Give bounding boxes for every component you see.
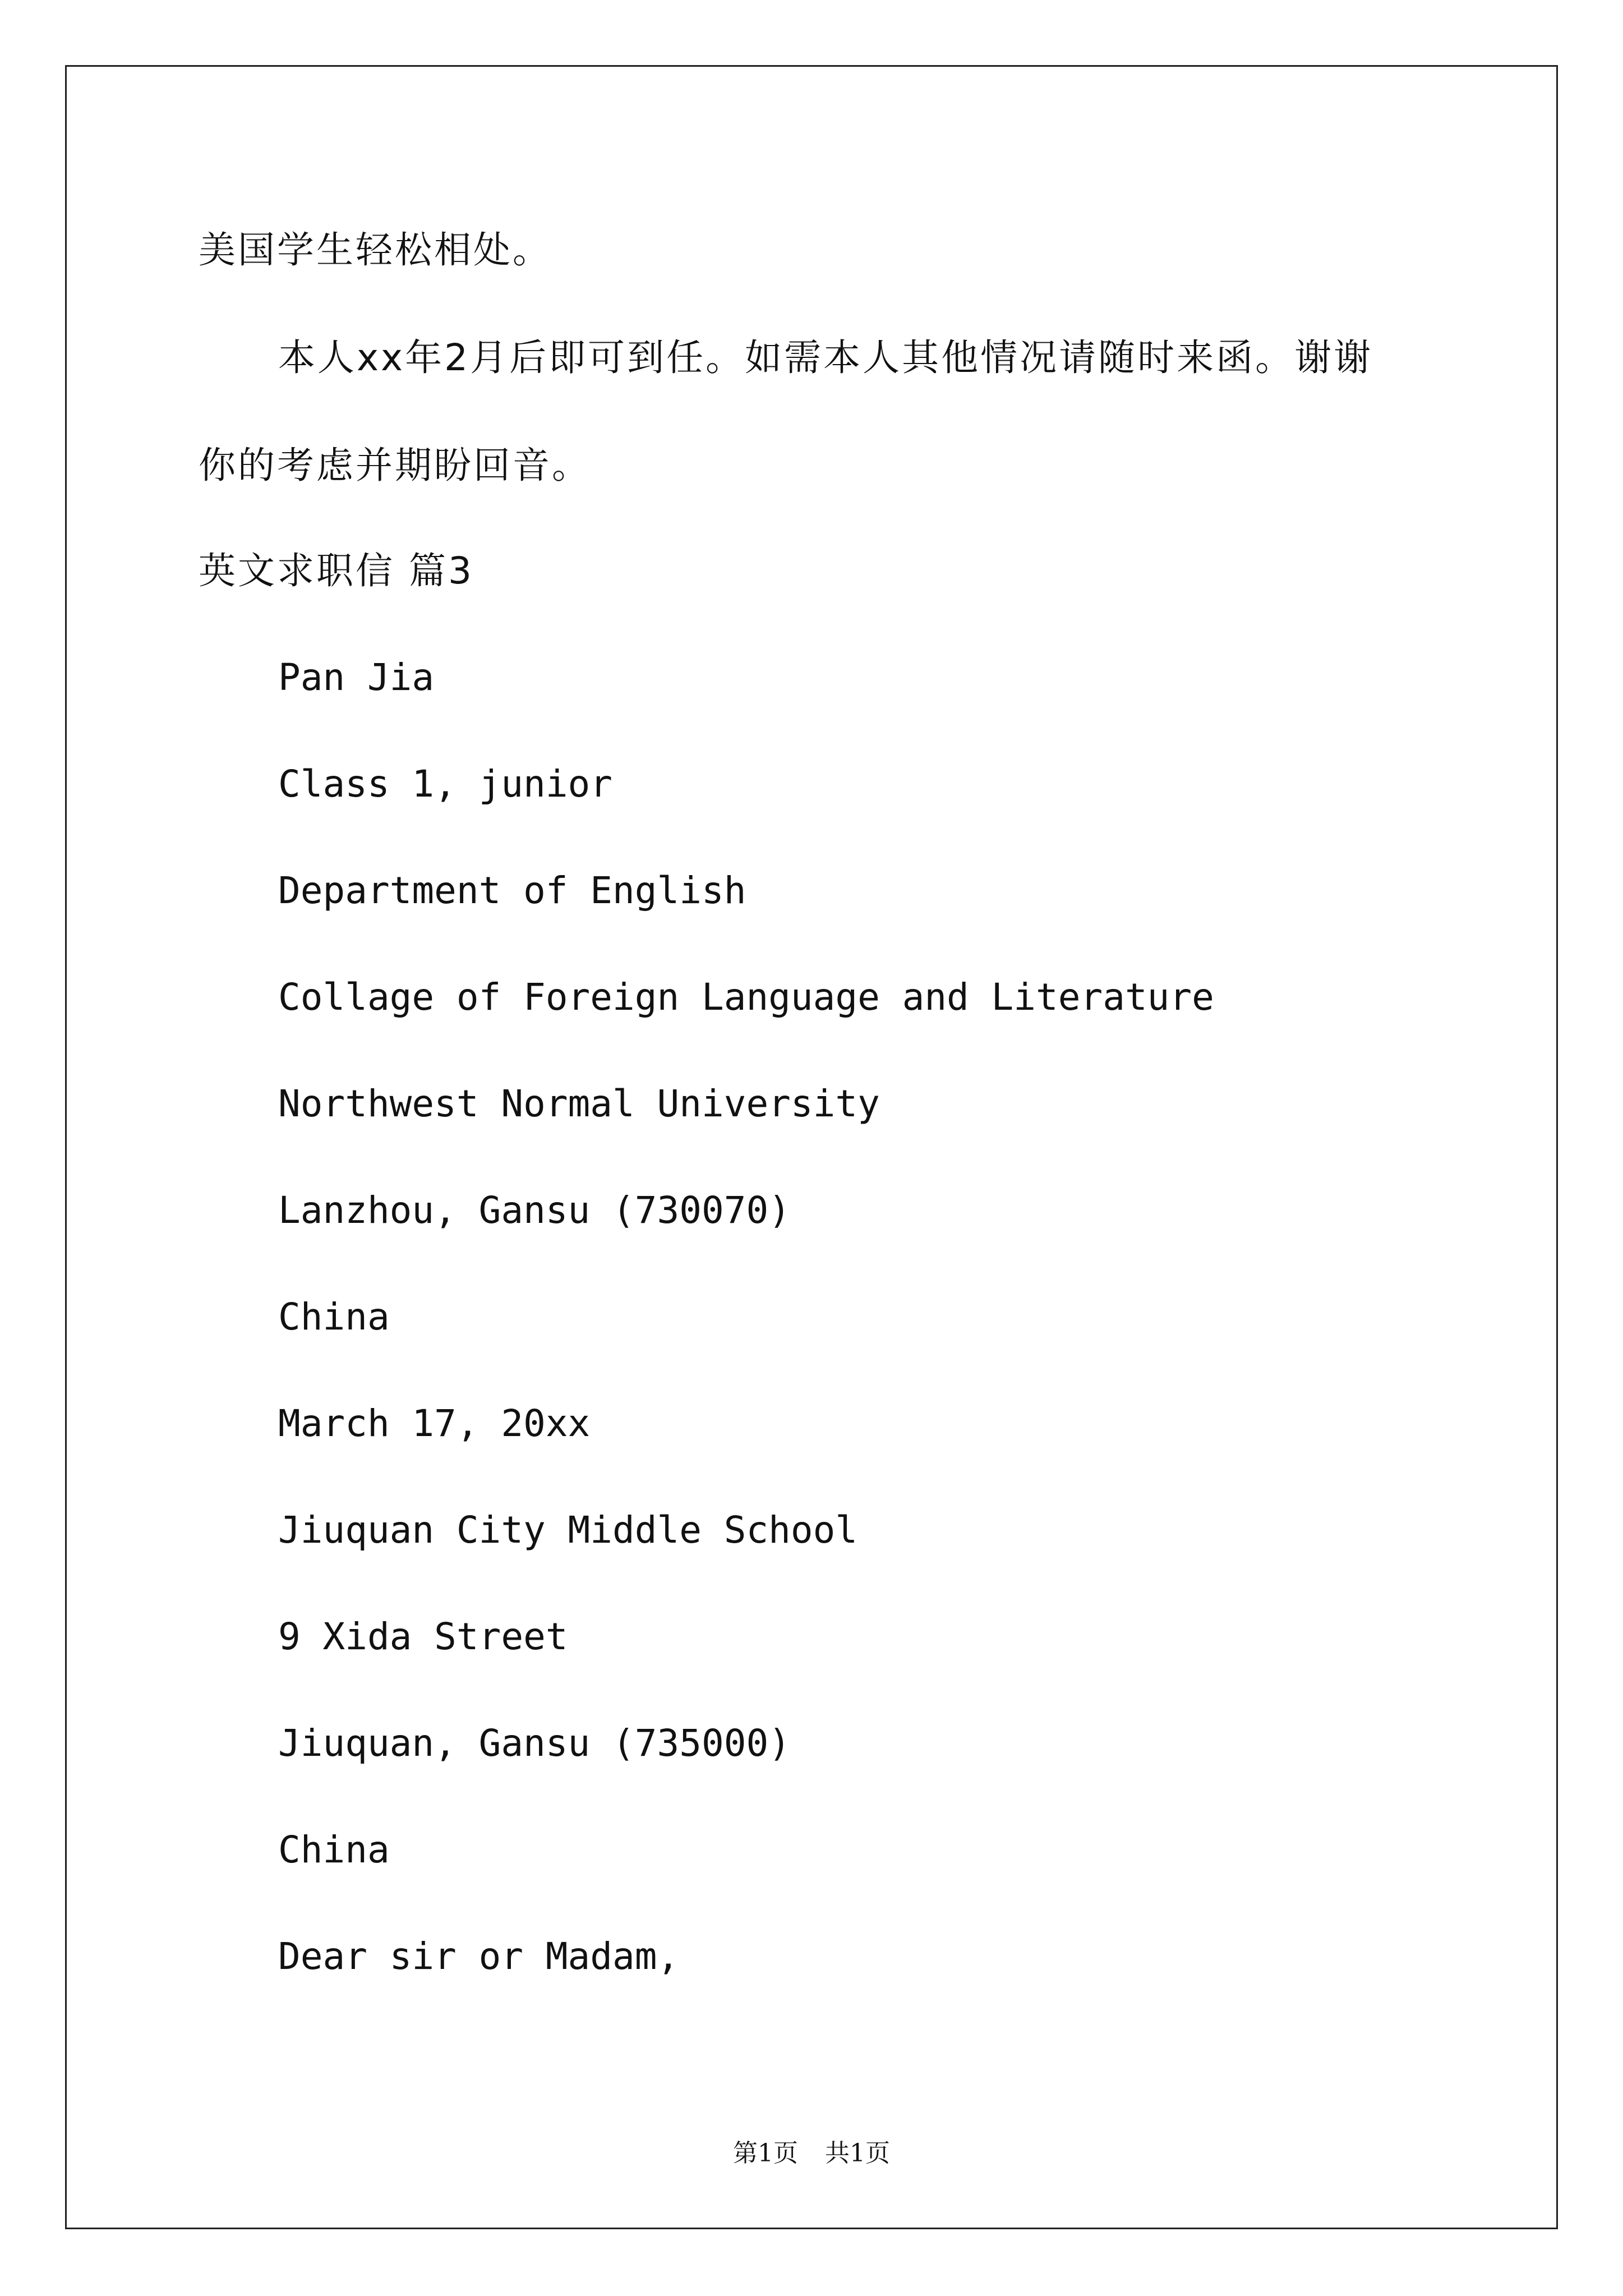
page-border [65,65,1558,2229]
address-line: Class 1, junior [278,762,613,806]
section-heading: 英文求职信 篇3 [199,549,474,592]
address-line: China [278,1295,390,1338]
paragraph-line: 美国学生轻松相处。 [199,228,552,272]
recipient-line: Jiuquan, Gansu (735000) [278,1722,791,1765]
recipient-line: China [278,1828,390,1871]
paragraph-line: 你的考虑并期盼回音。 [199,444,591,487]
paragraph-line: 本人xx年2月后即可到任。如需本人其他情况请随时来函。谢谢 [278,336,1373,379]
recipient-line: 9 Xida Street [278,1615,568,1658]
page-total: 共1页 [825,2139,890,2168]
address-line: Collage of Foreign Language and Literature [278,976,1214,1019]
letter-date: March 17, 20xx [278,1402,591,1445]
address-line: Department of English [278,869,746,912]
page-number: 第1页 [733,2139,798,2168]
recipient-line: Jiuquan City Middle School [278,1508,858,1552]
sender-name: Pan Jia [278,656,435,699]
salutation: Dear sir or Madam, [278,1935,680,1978]
address-line: Lanzhou, Gansu (730070) [278,1189,791,1232]
page-footer [0,2133,1623,2169]
address-line: Northwest Normal University [278,1082,880,1125]
